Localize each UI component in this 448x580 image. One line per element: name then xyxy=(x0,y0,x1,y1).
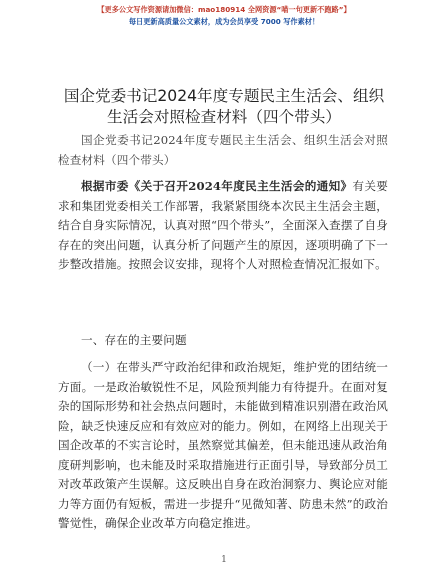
intro-paragraph xyxy=(58,177,388,275)
page-number: 1 xyxy=(221,555,227,565)
promo-line-1: 【更多公文写作资源请加微信：mao180914 全网资源“喵一句更新不跑路”】 xyxy=(97,5,351,14)
intro-reference: 根据市委《关于召开2024年度民主生活会的通知》 xyxy=(81,179,353,193)
promo-line-2: 每日更新高质量公文素材，成为会员享受 7000 写作素材！ xyxy=(128,17,320,26)
promo-header-banner xyxy=(0,4,448,27)
document-title: 国企党委书记2024年度专题民主生活会、组织生活会对照检查材料（四个带头） xyxy=(63,87,385,126)
document-subtitle: 国企党委书记2024年度专题民主生活会、组织生活会对照检查材料（四个带头） xyxy=(58,133,388,167)
section-heading: 一、存在的主要问题 xyxy=(81,333,187,347)
intro-body: 有关要求和集团党委相关工作部署，我紧紧围绕本次民主生活会主题，结合自身实际情况，认真对照“四个带头”，全面深入查摆了自身存在的突出问题，认真分析了问题产生的原因，逐项明确了下一步整改措施。按照会议安排，现将个人对照检查情况汇报如下。 xyxy=(58,179,389,271)
problem-item-paragraph: （一）在带头严守政治纪律和政治规矩，维护党的团结统一方面。一是政治敏锐性不足，风险预判能力有待提升。在面对复杂的国际形势和社会热点问题时，未能做到精准识别潜在政治风险，缺乏快速反应和有效应对的能力。例如，在网络上出现关于国企改革的不实言论时，虽然察觉其偏差，但未能迅速从政治角度研判影响，也未能及时采取措施进行正面引导，导致部分员工对改革政策产生误解。这反映出自身在政治洞察力、舆论应对能力等方面仍有短板，需进一步提升“见微知著、防患未然”的政治警觉性，确保企业改革方向稳定推进。 xyxy=(58,360,388,530)
